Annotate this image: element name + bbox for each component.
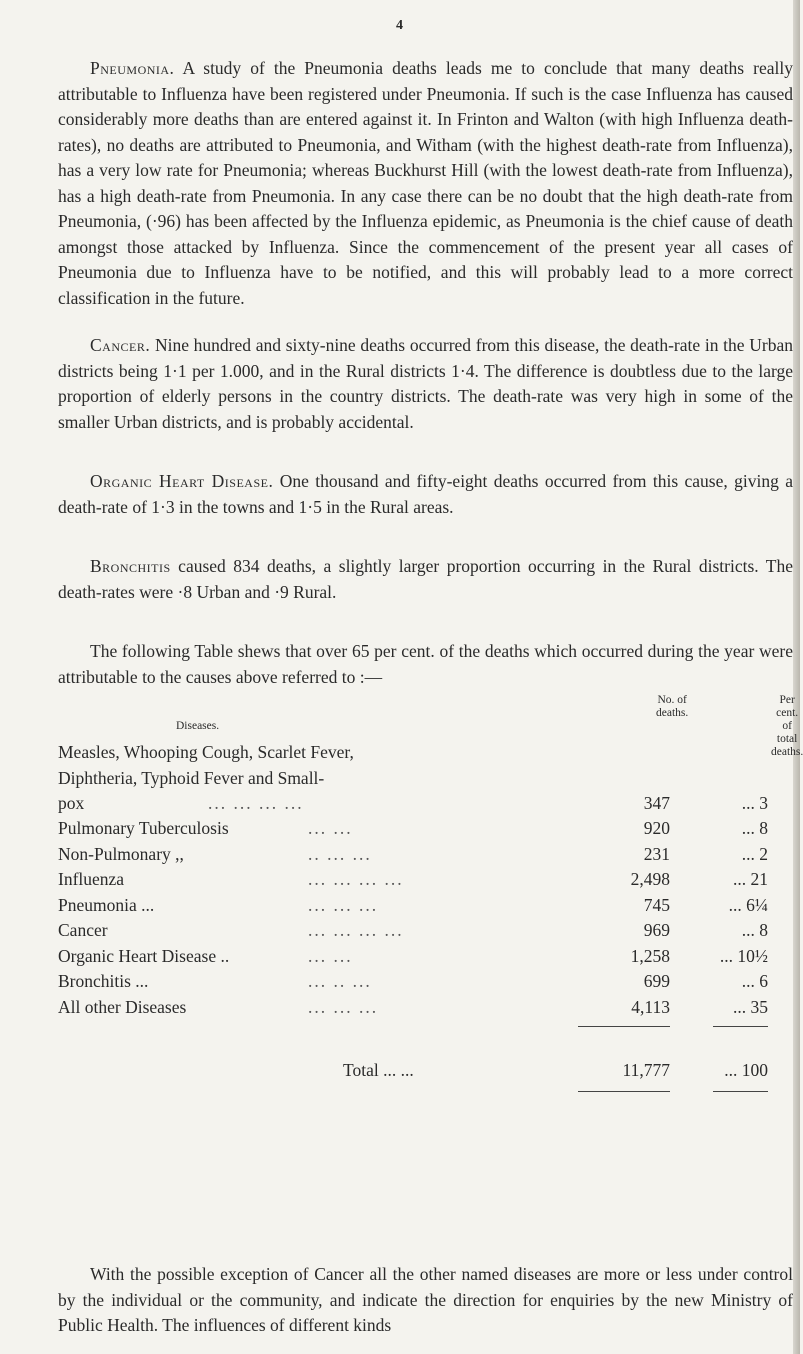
death-percent: ... 2 xyxy=(741,843,768,864)
death-count: 4,113 xyxy=(631,996,670,1017)
leader-dots: ... ... ... ... xyxy=(308,920,404,940)
col-header-deaths: No. of deaths. xyxy=(656,694,689,719)
table-row xyxy=(58,867,793,893)
table-row: Measles, Whooping Cough, Scarlet Fever, Diphtheria, Typhoid Fever and Small- pox ... ... ... ... 347 ... 3 xyxy=(58,742,768,813)
disease-name: Pulmonary Tuberculosis xyxy=(58,818,229,838)
bronchitis-heading: Bronchitis xyxy=(90,556,171,576)
death-percent: ... 21 xyxy=(733,869,768,889)
table-header xyxy=(58,694,803,758)
disease-name: Pneumonia ... xyxy=(58,894,155,915)
disease-name: Cancer xyxy=(58,920,108,940)
total-rule-deaths xyxy=(578,1026,670,1027)
death-percent: ... 8 xyxy=(741,818,768,838)
bottom-rule-percent xyxy=(713,1091,768,1092)
table-row xyxy=(58,816,793,842)
disease-name: Influenza xyxy=(58,869,125,889)
table-body xyxy=(58,816,793,1020)
total-rule-percent xyxy=(713,1026,768,1027)
death-percent: ... 6¼ xyxy=(728,894,768,915)
total-percent: ... 100 xyxy=(724,1060,768,1080)
bronchitis-body: caused 834 deaths, a slightly larger proportion occurring in the Rural districts. The death-rates were ·8 Urban and ·9 Rural. xyxy=(58,556,793,602)
death-percent: ... 10½ xyxy=(719,945,768,966)
pneumonia-heading: Pneumonia. xyxy=(90,58,175,78)
mortality-table xyxy=(58,694,803,1092)
heart-body: One thousand and fifty-eight deaths occurred from this cause, giving a death-rate of 1·3 in the towns and 1·5 in the Rural areas. xyxy=(58,471,793,517)
table-row xyxy=(58,918,793,944)
death-count: 231 xyxy=(643,843,670,864)
bronchitis-paragraph xyxy=(58,554,793,605)
disease-name: Organic Heart Disease .. xyxy=(58,945,230,966)
disease-name: Non-Pulmonary ,, xyxy=(58,843,184,864)
col-header-diseases: Diseases. xyxy=(176,720,220,732)
page-edge-shadow xyxy=(793,0,800,1354)
table-intro: The following Table shews that over 65 per cent. of the deaths which occurred during the year were attributable to the causes above referred to :— xyxy=(58,641,793,687)
death-count: 699 xyxy=(643,971,670,991)
table-row xyxy=(58,944,793,970)
disease-name: All other Diseases xyxy=(58,996,187,1017)
death-percent: ... 8 xyxy=(741,920,768,940)
leader-dots: ... ... ... xyxy=(308,894,379,915)
leader-dots: ... ... xyxy=(308,818,353,838)
page-number: 4 xyxy=(396,18,403,33)
leader-dots: ... ... xyxy=(308,945,353,966)
death-percent: ... 35 xyxy=(733,996,768,1017)
col-header-percent: Per cent. of total deaths. xyxy=(771,694,803,758)
pneumonia-paragraph xyxy=(58,56,793,311)
bottom-rule-deaths xyxy=(578,1091,670,1092)
table-row xyxy=(58,995,793,1021)
table-total-row xyxy=(58,1057,793,1083)
heart-paragraph xyxy=(58,469,793,520)
death-percent: ... 6 xyxy=(741,971,768,991)
heart-heading: Organic Heart Disease. xyxy=(90,471,274,491)
death-count: 920 xyxy=(643,818,670,838)
death-count: 1,258 xyxy=(630,945,670,966)
death-count: 969 xyxy=(643,920,670,940)
leader-dots: .. ... ... xyxy=(308,843,372,864)
leader-dots: ... ... ... xyxy=(308,996,379,1017)
disease-name: Bronchitis ... xyxy=(58,971,149,991)
cancer-heading: Cancer. xyxy=(90,335,151,355)
cancer-paragraph xyxy=(58,333,793,435)
death-count: 2,498 xyxy=(630,869,670,889)
table-row xyxy=(58,893,793,919)
closing-paragraph: With the possible exception of Cancer all the other named diseases are more or less under control by the individual or the community, and indicate the direction for enquiries by the new Ministry of Public Health. The influences of different kinds xyxy=(58,1264,793,1335)
table-row xyxy=(58,969,793,995)
total-label: Total ... ... xyxy=(343,1060,414,1080)
pneumonia-body: A study of the Pneumonia deaths leads me to conclude that many deaths really attributable to Influenza have been registered under Pneumonia. If such is the case Influenza has caused considerably more deaths than are entered against it. In Frinton and Walton (with high Influenza death-rates), no deaths are attributed to Pneumonia, and Witham (with the highest death-rate from Influenza), has a very low rate for Pneumonia; whereas Buckhurst Hill (with the lowest death-rate from Influenza), has a high death-rate from Pneumonia. In any case there can be no doubt that the high death-rate from Pneumonia, (·96) has been affected by the Influenza epidemic, as Pneumonia is the chief cause of death amongst those attacked by Influenza. Since the commencement of the present year all cases of Pneumonia due to Influenza have to be notified, and this will probably lead to a more correct classification in the future. xyxy=(58,58,793,308)
leader-dots: ... ... ... ... xyxy=(308,869,404,889)
leader-dots: ... .. ... xyxy=(308,971,372,991)
table-row xyxy=(58,842,793,868)
total-deaths: 11,777 xyxy=(622,1060,670,1080)
cancer-body: Nine hundred and sixty-nine deaths occurred from this disease, the death-rate in the Urban districts being 1·1 per 1.000, and in the Rural districts 1·4. The difference is doubtless due to the large proportion of elderly persons in the country districts. The death-rate was very high in some of the smaller Urban districts, and is probably accidental. xyxy=(58,335,793,432)
death-count: 745 xyxy=(643,894,670,915)
